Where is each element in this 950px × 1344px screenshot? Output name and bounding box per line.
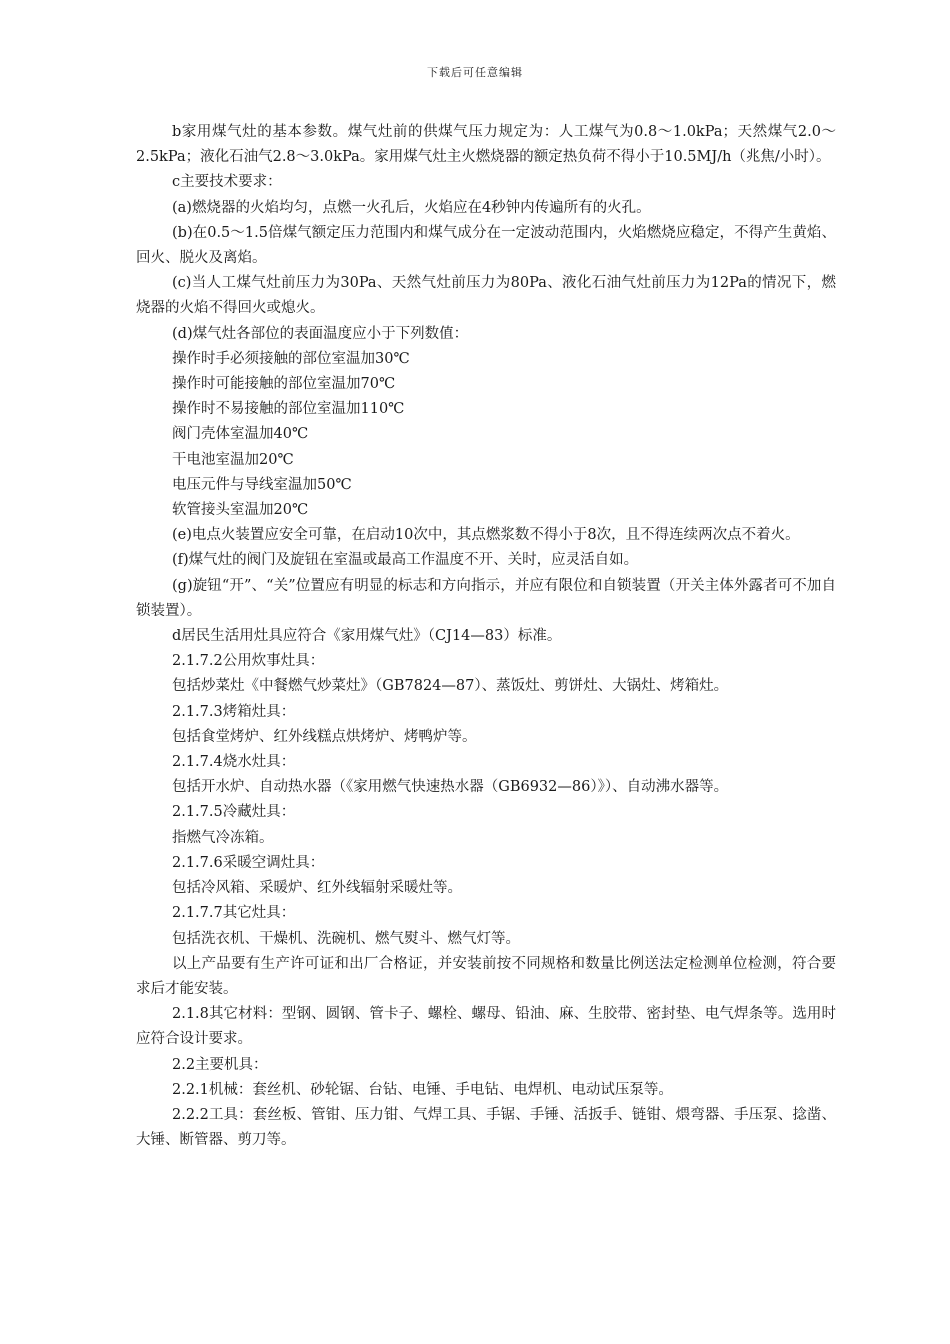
paragraph: (a)燃烧器的火焰均匀，点燃一火孔后，火焰应在4秒钟内传遍所有的火孔。 xyxy=(172,199,651,216)
list-line: 操作时手必须接触的部位室温加30℃ xyxy=(172,350,410,367)
list-line: 包括炒菜灶《中餐燃气炒菜灶》（GB7824—87）、蒸饭灶、剪饼灶、大锅灶、烤箱灶。 xyxy=(172,678,729,695)
list-line: 操作时可能接触的部位室温加70℃ xyxy=(172,376,396,393)
paragraph: 2.1.7.5冷藏灶具： xyxy=(172,804,296,821)
list-line: 包括食堂烤炉、红外线糕点烘烤炉、烤鸭炉等。 xyxy=(172,728,477,745)
paragraph: 2.1.7.7其它灶具： xyxy=(172,905,296,922)
paragraph: d居民生活用灶具应符合《家用煤气灶》（CJ14—83）标准。 xyxy=(172,628,562,645)
paragraph: (c)当人工煤气灶前压力为30Pa、天然气灶前压力为80Pa、液化石油气灶前压力为12Pa的情况下，燃烧器的火焰不得回火或熄火。 xyxy=(136,275,836,317)
list-line: 电压元件与导线室温加50℃ xyxy=(172,476,352,493)
paragraph: b家用煤气灶的基本参数。煤气灶前的供煤气压力规定为：人工煤气为0.8～1.0kPa；天然煤气2.0～2.5kPa；液化石油气2.8～3.0kPa。家用煤气灶主火燃烧器的额定热负荷不得小于10.5MJ/h（兆焦/小时）。 xyxy=(136,124,836,166)
paragraph: (g)旋钮“开”、“关”位置应有明显的标志和方向指示，并应有限位和自锁装置（开关主体外露者可不加自锁装置）。 xyxy=(136,577,836,619)
paragraph: 2.1.8其它材料：型钢、圆钢、管卡子、螺栓、螺母、铅油、麻、生胶带、密封垫、电气焊条等。选用时应符合设计要求。 xyxy=(136,1006,836,1048)
list-line: 包括开水炉、自动热水器（《家用燃气快速热水器（GB6932—86）》）、自动沸水器等。 xyxy=(172,779,729,796)
paragraph: 2.2.1机械：套丝机、砂轮锯、台钻、电锤、手电钻、电焊机、电动试压泵等。 xyxy=(172,1081,673,1098)
paragraph: 以上产品要有生产许可证和出厂合格证，并安装前按不同规格和数量比例送法定检测单位检测，符合要求后才能安装。 xyxy=(136,955,836,997)
list-line: 阀门壳体室温加40℃ xyxy=(172,426,309,443)
paragraph: 2.1.7.6采暖空调灶具： xyxy=(172,854,325,871)
document-body xyxy=(136,120,836,1153)
list-line: 包括冷风箱、采暖炉、红外线辐射采暖灶等。 xyxy=(172,880,462,897)
page-header: 下载后可任意编辑 xyxy=(427,66,523,79)
paragraph: (b)在0.5～1.5倍煤气额定压力范围内和煤气成分在一定波动范围内，火焰燃烧应稳定，不得产生黄焰、回火、脱火及离焰。 xyxy=(136,224,836,267)
paragraph: 2.2主要机具： xyxy=(172,1056,268,1073)
paragraph: (f)煤气灶的阀门及旋钮在室温或最高工作温度不开、关时，应灵活自如。 xyxy=(172,552,639,569)
list-line: 软管接头室温加20℃ xyxy=(172,502,309,519)
list-line: 干电池室温加20℃ xyxy=(172,451,294,468)
list-line: 包括洗衣机、干燥机、洗碗机、燃气熨斗、燃气灯等。 xyxy=(172,930,520,947)
paragraph: 2.1.7.3烤箱灶具： xyxy=(172,703,296,720)
paragraph: 2.1.7.2公用炊事灶具： xyxy=(172,653,325,670)
paragraph: (e)电点火装置应安全可靠，在启动10次中，其点燃浆数不得小于8次，且不得连续两次点不着火。 xyxy=(172,527,800,544)
paragraph: 2.2.2工具：套丝板、管钳、压力钳、气焊工具、手锯、手锤、活扳手、链钳、煨弯器、手压泵、捻凿、大锤、断管器、剪刀等。 xyxy=(136,1106,836,1149)
list-line: 指燃气冷冻箱。 xyxy=(172,829,274,846)
paragraph: 2.1.7.4烧水灶具： xyxy=(172,754,296,771)
list-line: 操作时不易接触的部位室温加110℃ xyxy=(172,401,405,418)
paragraph: c主要技术要求： xyxy=(172,174,282,191)
paragraph: (d)煤气灶各部位的表面温度应小于下列数值： xyxy=(172,325,469,342)
